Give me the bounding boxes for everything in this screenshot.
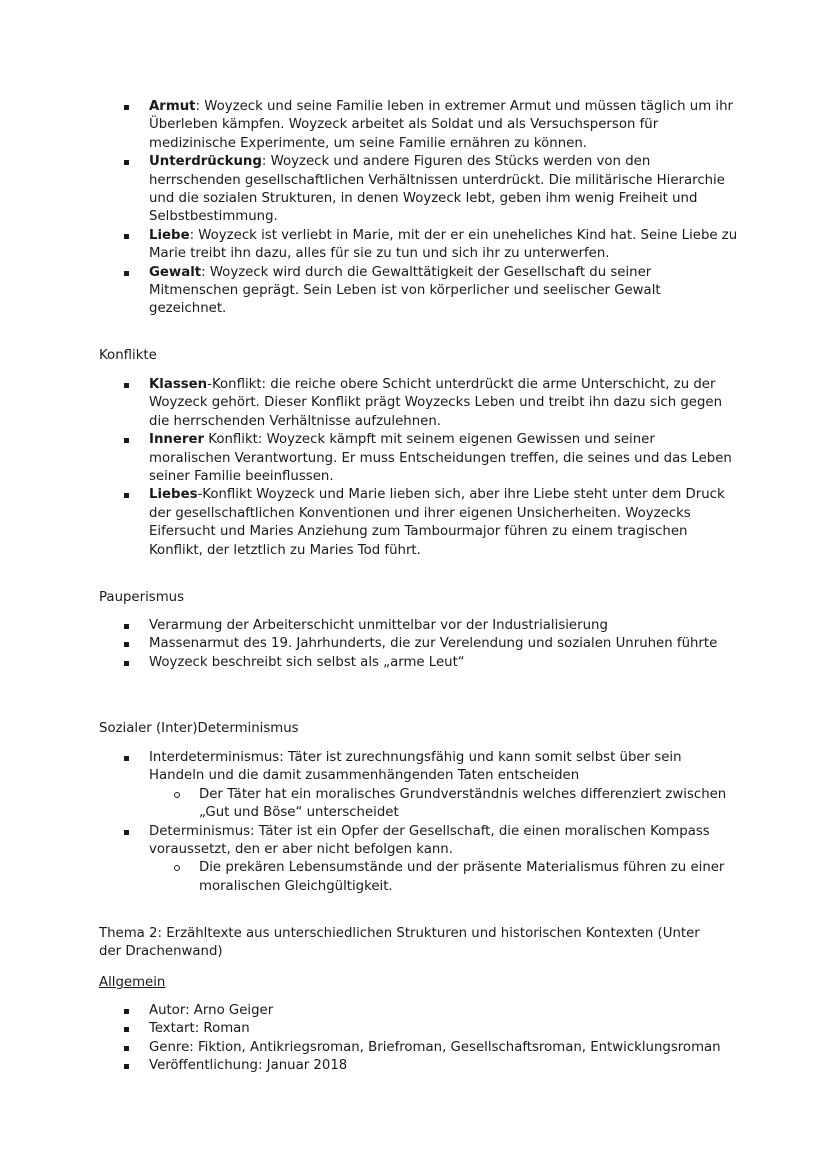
section-heading-pauperismus: Pauperismus	[99, 590, 185, 605]
item-text: -Konflikt: die reiche obere Schicht unterdrückt die arme Unterschicht, zu der Woyzeck gehört. Dieser Konflikt prägt Woyzecks Leben und treibt ihn dazu sich gegen die herrschenden Verhältnisse aufzulehnen.	[149, 377, 723, 429]
list-item: Veröffentlichung: Januar 2018	[99, 1057, 739, 1075]
sub-list-item: Der Täter hat ein moralisches Grundverständnis welches differenziert zwischen „Gut und Böse“ unterscheidet	[149, 786, 739, 823]
konflikte-list	[99, 376, 739, 560]
section-heading-thema2: Thema 2: Erzähltexte aus unterschiedlichen Strukturen und historischen Kontexten (Unter der Drachenwand)	[99, 926, 700, 960]
determinismus-list	[99, 749, 739, 896]
item-text: : Woyzeck und seine Familie leben in extremer Armut und müssen täglich um ihr Überleben kämpfen. Woyzeck arbeitet als Soldat und als Versuchsperson für medizinische Experimente, um seine Familie ernähren zu können.	[149, 99, 733, 151]
list-item: Woyzeck beschreibt sich selbst als „arme Leut“	[99, 654, 739, 672]
themes-list	[99, 98, 739, 319]
item-term: Klassen	[149, 377, 208, 392]
item-term: Gewalt	[149, 264, 202, 280]
list-item	[99, 376, 739, 431]
item-text: : Woyzeck und andere Figuren des Stücks werden von den herrschenden gesellschaftlichen Verhältnissen unterdrückt. Die militärische Hierarchie und die sozialen Strukturen, in denen Woyzeck lebt, geben ihm wenig Freiheit und Selbstbestimmung.	[149, 154, 725, 225]
item-term: Innerer	[149, 432, 205, 448]
list-item	[99, 264, 739, 319]
item-text: Interdeterminismus: Täter ist zurechnungsfähig und kann somit selbst über sein Handeln und die damit zusammenhängenden Taten entscheiden	[149, 750, 682, 784]
list-item	[99, 486, 739, 560]
list-item: Massenarmut des 19. Jahrhunderts, die zur Verelendung und sozialen Unruhen führte	[99, 635, 739, 653]
list-item: Textart: Roman	[99, 1020, 739, 1038]
list-item: Verarmung der Arbeiterschicht unmittelbar vor der Industrialisierung	[99, 617, 739, 635]
list-item	[99, 823, 739, 897]
list-item	[99, 431, 739, 486]
item-term: Liebe	[149, 227, 190, 243]
item-term: Unterdrückung	[149, 154, 262, 170]
section-heading-konflikte: Konflikte	[99, 348, 157, 363]
list-item: Genre: Fiktion, Antikriegsroman, Briefroman, Gesellschaftsroman, Entwicklungsroman	[99, 1039, 739, 1057]
sub-list	[149, 859, 739, 896]
item-text: Konflikt: Woyzeck kämpft mit seinem eigenen Gewissen und seiner moralischen Verantwortung. Er muss Entscheidungen treffen, die seines und das Leben seiner Familie beeinflussen.	[149, 432, 732, 485]
allgemein-list	[99, 1002, 739, 1076]
sub-list	[149, 786, 739, 823]
sub-list-item: Die prekären Lebensumstände und der präsente Materialismus führen zu einer moralischen Gleichgültigkeit.	[149, 859, 739, 896]
list-item	[99, 749, 739, 823]
pauperismus-list	[99, 617, 739, 672]
item-text: Determinismus: Täter ist ein Opfer der Gesellschaft, die einen moralischen Kompass voraussetzt, den er aber nicht befolgen kann.	[149, 823, 710, 858]
list-item	[99, 98, 739, 153]
list-item: Autor: Arno Geiger	[99, 1002, 739, 1020]
item-term: Liebes	[149, 487, 198, 503]
section-heading-determinismus: Sozialer (Inter)Determinismus	[99, 721, 299, 736]
list-item	[99, 227, 739, 264]
item-term: Armut	[149, 99, 196, 114]
item-text: : Woyzeck ist verliebt in Marie, mit der er ein uneheliches Kind hat. Seine Liebe zu Marie treibt ihn dazu, alles für sie zu tun und sich ihr zu unterwerfen.	[149, 227, 738, 262]
item-text: : Woyzeck wird durch die Gewalttätigkeit der Gesellschaft du seiner Mitmenschen geprägt. Sein Leben ist von körperlicher und seelischer Gewalt gezeichnet.	[149, 264, 661, 317]
section-heading-allgemein: Allgemein	[99, 975, 166, 990]
list-item	[99, 153, 739, 227]
item-text: -Konflikt Woyzeck und Marie lieben sich, aber ihre Liebe steht unter dem Druck der gesellschaftlichen Konventionen und ihrer eigenen Unsicherheiten. Woyzecks Eifersucht und Maries Anziehung zum Tambourmajor führen zu einem tragischen Konflikt, der letztlich zu Maries Tod führt.	[149, 487, 725, 558]
